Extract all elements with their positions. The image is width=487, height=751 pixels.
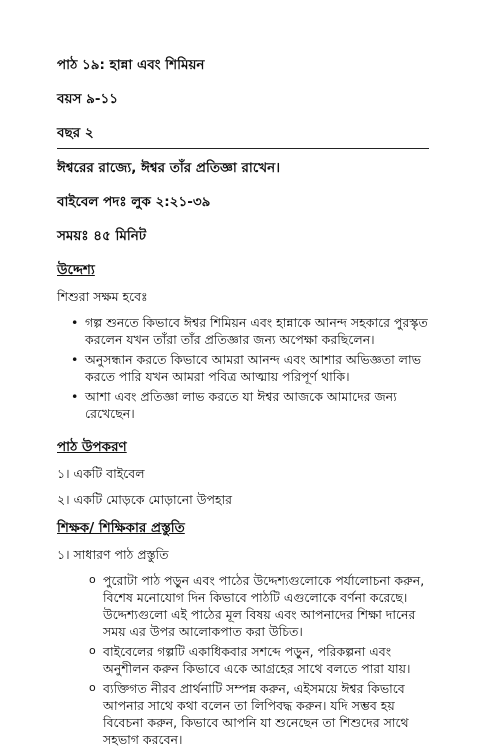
prep-item: o পুরোটা পাঠ পড়ুন এবং পাঠের উদ্দেশ্যগুলোকে পর্যালোচনা করুন, বিশেষ মনোযোগ দিন কিভাবে পাঠটি এগুলোকে বর্ণনা করেছে। উদ্দেশ্যগুলো এই পাঠের মূল বিষয় এবং আপনাদের শিক্ষা দানের সময় এর উপর আলোকপাত করা উচিত। bbox=[103, 572, 429, 640]
teacher-prep-heading: শিক্ষক/ শিক্ষিকার প্রস্তুতি bbox=[57, 520, 185, 536]
objectives-heading: উদ্দেশ্য bbox=[57, 262, 95, 278]
objective-item: • গল্প শুনতে কিভাবে ঈশ্বর শিমিয়ন এবং হান্নাকে আনন্দ সহকারে পুরস্কৃত করলেন যখন তাঁরা তাঁর প্রতিজ্ঞার জন্য অপেক্ষা করছিলেন। bbox=[85, 314, 429, 348]
material-item: ২। একটি মোড়কে মোড়ানো উপহার bbox=[57, 492, 233, 507]
age-range: বয়স ৯-১১ bbox=[57, 91, 118, 107]
objective-item: • অনুসন্ধান করতে কিভাবে আমরা আনন্দ এবং আশার অভিজ্ঞতা লাভ করতে পারি যখন আমরা পবিত্র আত্মায় পরিপূর্ণ থাকি। bbox=[85, 351, 429, 385]
objective-item: • আশা এবং প্রতিজ্ঞা লাভ করতে যা ঈশ্বর আজকে আমাদের জন্য রেখেছেন। bbox=[85, 388, 429, 422]
teacher-prep-subheading: ১। সাধারণ পাঠ প্রস্তুতি bbox=[57, 547, 169, 562]
main-idea: ঈশ্বরের রাজ্যে, ঈশ্বর তাঁর প্রতিজ্ঞা রাখেন। bbox=[57, 160, 281, 176]
lesson-time: সময়ঃ ৪৫ মিনিট bbox=[57, 228, 147, 244]
lesson-title: পাঠ ১৯: হান্না এবং শিমিয়ন bbox=[57, 57, 205, 73]
prep-item: o ব্যক্তিগত নীরব প্রার্থনাটি সম্পন্ন করুন, এইসময়ে ঈশ্বর কিভাবে আপনার সাথে কথা বলেন তা লিপিবদ্ধ করুন। যদি সম্ভব হয় বিবেচনা করুন, কিভাবে আপনি যা শুনেছেন তা শিশুদের সাথে সহভাগ করবেন। bbox=[103, 680, 429, 748]
objectives-list bbox=[57, 314, 429, 422]
bible-passage: বাইবেল পদঃ লুক ২:২১-৩৯ bbox=[57, 194, 211, 210]
material-item: ১। একটি বাইবেল bbox=[57, 466, 145, 481]
prep-item: o বাইবেলের গল্পটি একাধিকবার সশব্দে পড়ুন, পরিকল্পনা এবং অনুশীলন করুন কিভাবে একে আগ্রহের সাথে বলতে পারা যায়। bbox=[103, 643, 429, 677]
lesson-content bbox=[57, 54, 429, 751]
objectives-intro: শিশুরা সক্ষম হবেঃ bbox=[57, 289, 148, 304]
teacher-prep-list bbox=[57, 572, 429, 748]
materials-heading: পাঠ উপকরণ bbox=[57, 439, 127, 455]
year-label: বছর ২ bbox=[57, 122, 429, 149]
